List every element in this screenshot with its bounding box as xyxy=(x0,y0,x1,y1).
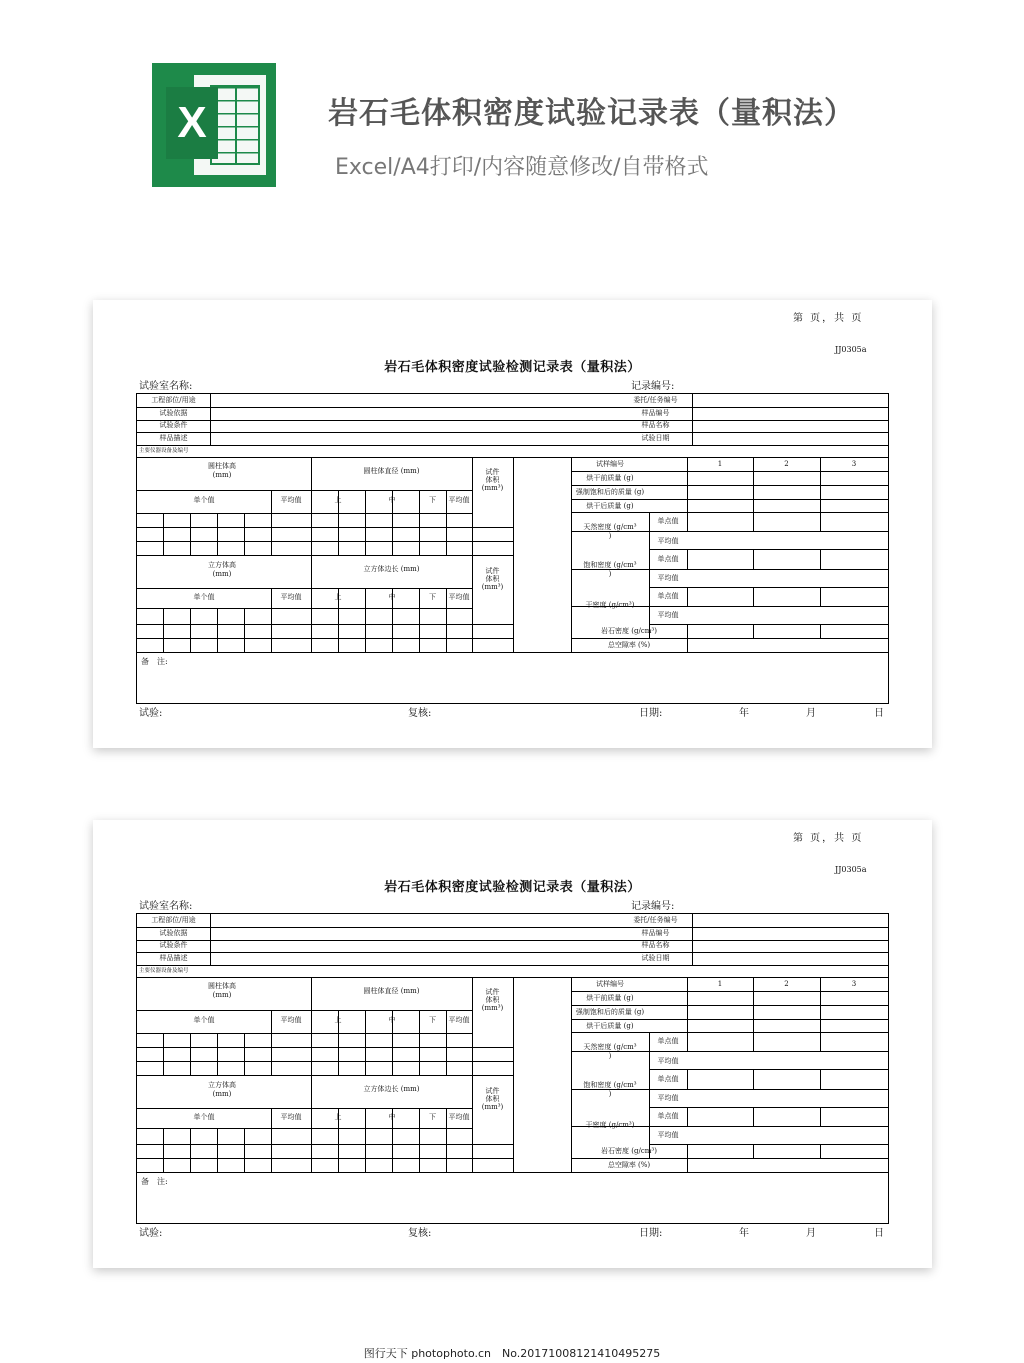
top-label: 上 xyxy=(334,593,342,601)
date-label: 日期: xyxy=(639,1228,663,1239)
grid-line xyxy=(137,652,888,653)
info-label-right: 委托/任务编号 xyxy=(633,396,678,404)
equipment-label: 主要仪器设备及编号 xyxy=(139,968,189,974)
top-label: 上 xyxy=(334,496,342,504)
grid-line xyxy=(392,1128,393,1172)
specimen-volume-label: 试件 xyxy=(485,1087,500,1095)
specimen-volume-unit: (mm³) xyxy=(481,583,504,591)
grid-line xyxy=(687,549,688,569)
cube-side-label: 立方体边长 (mm) xyxy=(363,565,420,573)
page-info: 第 页，共 页 xyxy=(793,313,864,324)
point-value-label: 单点值 xyxy=(657,1112,679,1120)
grid-line xyxy=(244,1128,245,1172)
sample-no-label: 试样编号 xyxy=(596,980,624,988)
excel-icon: X xyxy=(166,87,218,159)
average-label: 平均值 xyxy=(657,1057,679,1065)
grid-line xyxy=(571,485,888,486)
info-label-right: 样品编号 xyxy=(641,408,670,417)
form-title: 岩石毛体积密度试验检测记录表（量积法） xyxy=(384,880,641,895)
average-label: 平均值 xyxy=(280,1016,302,1024)
grid-line xyxy=(820,1069,821,1089)
reviewer-label: 复核: xyxy=(408,1228,432,1239)
watermark: 图行天下 photophoto.cn No.20171008121410495275 xyxy=(363,1347,661,1360)
month-label: 月 xyxy=(806,1228,816,1239)
grid-line xyxy=(649,587,888,588)
bottom-label: 下 xyxy=(429,496,436,504)
dry-after-label: 烘干后质量 (g) xyxy=(586,502,634,510)
cube-side-label: 立方体边长 (mm) xyxy=(363,1085,420,1093)
remarks-label: 备 注: xyxy=(141,657,168,666)
page-subtitle: Excel/A4打印/内容随意修改/自带格式 xyxy=(335,155,709,180)
point-value-label: 单点值 xyxy=(657,1075,679,1083)
grid-line xyxy=(271,1033,272,1075)
grid-line xyxy=(137,588,472,589)
grid-line xyxy=(137,638,513,639)
date-label: 日期: xyxy=(639,708,663,719)
grid-line xyxy=(692,914,693,965)
point-value-label: 单点值 xyxy=(657,517,679,525)
paren-label: ) xyxy=(608,1052,612,1060)
grid-line xyxy=(163,1128,164,1172)
point-value-label: 单点值 xyxy=(657,555,679,563)
grid-line xyxy=(446,608,447,652)
grid-line xyxy=(571,1005,888,1006)
grid-line xyxy=(571,1032,888,1033)
middle-label: 中 xyxy=(388,1113,396,1121)
grid-line xyxy=(753,1107,754,1126)
grid-line xyxy=(137,420,888,421)
dry-before-label: 烘干前质量 (g) xyxy=(586,994,634,1002)
grid-line xyxy=(137,1033,472,1034)
info-label-right: 委托/任务编号 xyxy=(633,916,678,924)
specimen-volume-unit: (mm³) xyxy=(481,1103,504,1111)
grid-line xyxy=(190,1128,191,1172)
grid-line xyxy=(137,445,888,446)
record-no-label: 记录编号: xyxy=(631,901,675,912)
grid-line xyxy=(392,608,393,652)
average-label: 平均值 xyxy=(657,1131,679,1139)
grid-line xyxy=(753,1144,754,1158)
average-label: 平均值 xyxy=(448,1016,470,1024)
average-label: 平均值 xyxy=(448,1113,470,1121)
dry-density-label: 干密度 (g/cm³) xyxy=(585,601,635,609)
grid-line xyxy=(244,513,245,555)
col-label-3: 3 xyxy=(851,980,857,988)
cylinder-diameter-label: 圆柱体直径 (mm) xyxy=(363,987,420,995)
grid-line xyxy=(687,587,688,606)
grid-line xyxy=(137,1158,513,1159)
grid-line xyxy=(217,1128,218,1172)
info-label-left: 样品描述 xyxy=(159,954,188,963)
middle-label: 中 xyxy=(388,593,396,601)
specimen-volume-unit: (mm³) xyxy=(481,1004,504,1012)
grid-line xyxy=(753,624,754,638)
excel-logo xyxy=(152,63,276,187)
page-info: 第 页，共 页 xyxy=(793,833,864,844)
single-value-label: 单个值 xyxy=(193,1016,215,1024)
specimen-volume-label: 试件 xyxy=(485,567,500,575)
grid-line xyxy=(571,512,888,513)
grid-line xyxy=(753,1069,754,1089)
grid-line xyxy=(513,977,514,1172)
grid-line xyxy=(137,965,888,966)
grid-line xyxy=(271,513,272,555)
grid-line xyxy=(571,471,888,472)
average-label: 平均值 xyxy=(280,1113,302,1121)
grid-line xyxy=(244,608,245,652)
grid-line xyxy=(137,490,472,491)
bottom-label: 下 xyxy=(429,593,436,601)
average-label: 平均值 xyxy=(448,496,470,504)
lab-name-label: 试验室名称: xyxy=(139,381,193,392)
grid-line xyxy=(571,499,888,500)
page-title: 岩石毛体积密度试验记录表（量积法） xyxy=(328,96,855,131)
grid-line xyxy=(571,638,888,639)
specimen-volume-label: 试件 xyxy=(485,468,500,476)
info-label-left: 试验依据 xyxy=(159,408,188,417)
grid-line xyxy=(571,1019,888,1020)
info-label-right: 试验日期 xyxy=(641,434,670,443)
grid-line xyxy=(649,1144,888,1145)
grid-line xyxy=(820,549,821,569)
grid-line xyxy=(137,513,472,514)
info-label-left: 工程部位/用途 xyxy=(151,916,196,924)
paren-label: ) xyxy=(608,570,612,578)
sheet-preview-1 xyxy=(93,300,932,748)
grid-line xyxy=(571,1158,888,1159)
grid-line xyxy=(137,527,513,528)
grid-line xyxy=(687,1069,688,1089)
grid-line xyxy=(137,1172,888,1173)
specimen-volume-label: 体积 xyxy=(485,1095,500,1103)
grid-line xyxy=(820,1107,821,1126)
rock-density-label: 岩石密度 (g/cm³) xyxy=(601,627,657,635)
average-label: 平均值 xyxy=(657,1094,679,1102)
tester-label: 试验: xyxy=(139,1228,163,1239)
grid-line xyxy=(137,1010,472,1011)
unit-mm: (mm) xyxy=(212,991,232,999)
grid-line xyxy=(338,608,339,652)
info-label-right: 样品名称 xyxy=(641,941,670,950)
grid-line xyxy=(137,624,513,625)
grid-line xyxy=(753,587,754,606)
grid-line xyxy=(687,1107,688,1126)
grid-line xyxy=(217,1033,218,1075)
grid-line xyxy=(649,1069,888,1070)
dry-after-label: 烘干后质量 (g) xyxy=(586,1022,634,1030)
cube-height-label: 立方体高 xyxy=(208,1081,236,1089)
grid-line xyxy=(137,608,472,609)
info-label-right: 试验日期 xyxy=(641,954,670,963)
grid-line xyxy=(137,555,513,556)
grid-line xyxy=(687,1144,688,1172)
col-label-2: 2 xyxy=(784,460,789,468)
grid-line xyxy=(365,608,366,652)
grid-line xyxy=(137,1075,513,1076)
single-value-label: 单个值 xyxy=(193,1113,215,1121)
sheet-preview-2 xyxy=(93,820,932,1268)
bottom-label: 下 xyxy=(429,1016,436,1024)
dry-density-label: 干密度 (g/cm³) xyxy=(585,1121,635,1129)
specimen-volume-unit: (mm³) xyxy=(481,484,504,492)
year-label: 年 xyxy=(739,708,749,719)
info-label-left: 样品描述 xyxy=(159,434,188,443)
grid-line xyxy=(137,1047,513,1048)
grid-line xyxy=(271,1128,272,1172)
sample-no-label: 试样编号 xyxy=(596,460,624,468)
grid-line xyxy=(687,624,688,652)
year-label: 年 xyxy=(739,1228,749,1239)
form-code: JJ0305a xyxy=(835,865,867,874)
grid-line xyxy=(190,608,191,652)
day-label: 日 xyxy=(874,1228,884,1239)
record-no-label: 记录编号: xyxy=(631,381,675,392)
saturated-density-label: 饱和密度 (g/cm³ xyxy=(583,561,637,569)
rock-density-label: 岩石密度 (g/cm³) xyxy=(601,1147,657,1155)
grid-line xyxy=(271,608,272,652)
grid-line xyxy=(163,1033,164,1075)
equipment-label: 主要仪器设备及编号 xyxy=(139,448,189,454)
grid-line xyxy=(190,513,191,555)
grid-line xyxy=(649,624,888,625)
grid-line xyxy=(365,1033,366,1075)
info-label-right: 样品编号 xyxy=(641,928,670,937)
grid-line xyxy=(137,1128,472,1129)
specimen-volume-label: 体积 xyxy=(485,996,500,1004)
bottom-label: 下 xyxy=(429,1113,436,1121)
unit-mm: (mm) xyxy=(212,471,232,479)
info-label-left: 试验条件 xyxy=(159,941,188,950)
form-title: 岩石毛体积密度试验检测记录表（量积法） xyxy=(384,360,641,375)
grid-line xyxy=(571,457,572,652)
grid-line xyxy=(137,940,888,941)
middle-label: 中 xyxy=(388,1016,396,1024)
info-label-left: 工程部位/用途 xyxy=(151,396,196,404)
average-label: 平均值 xyxy=(280,593,302,601)
grid-line xyxy=(692,394,693,445)
grid-line xyxy=(392,1033,393,1075)
natural-density-label: 天然密度 (g/cm³ xyxy=(583,1043,637,1051)
top-label: 上 xyxy=(334,1016,342,1024)
col-label-3: 3 xyxy=(851,460,857,468)
col-label-1: 1 xyxy=(717,460,723,468)
single-value-label: 单个值 xyxy=(193,593,215,601)
natural-density-label: 天然密度 (g/cm³ xyxy=(583,523,637,531)
porosity-label: 总空隙率 (%) xyxy=(607,641,651,649)
average-label: 平均值 xyxy=(280,496,302,504)
reviewer-label: 复核: xyxy=(408,708,432,719)
grid-line xyxy=(446,513,447,555)
grid-line xyxy=(419,608,420,652)
saturated-mass-label: 强制饱和后的质量 (g) xyxy=(575,488,645,496)
grid-line xyxy=(338,513,339,555)
middle-label: 中 xyxy=(388,496,396,504)
grid-line xyxy=(753,549,754,569)
lab-name-label: 试验室名称: xyxy=(139,901,193,912)
grid-line xyxy=(163,513,164,555)
info-label-left: 试验条件 xyxy=(159,421,188,430)
info-label-left: 试验依据 xyxy=(159,928,188,937)
grid-line xyxy=(137,1061,513,1062)
grid-line xyxy=(338,1128,339,1172)
grid-line xyxy=(338,1033,339,1075)
grid-line xyxy=(513,457,514,652)
day-label: 日 xyxy=(874,708,884,719)
grid-line xyxy=(419,1033,420,1075)
grid-line xyxy=(571,991,888,992)
average-label: 平均值 xyxy=(657,574,679,582)
col-label-1: 1 xyxy=(717,980,723,988)
saturated-density-label: 饱和密度 (g/cm³ xyxy=(583,1081,637,1089)
grid-line xyxy=(210,914,211,965)
grid-line xyxy=(571,977,572,1172)
tester-label: 试验: xyxy=(139,708,163,719)
average-label: 平均值 xyxy=(448,593,470,601)
average-label: 平均值 xyxy=(657,537,679,545)
grid-line xyxy=(137,952,888,953)
saturated-mass-label: 强制饱和后的质量 (g) xyxy=(575,1008,645,1016)
cube-height-label: 立方体高 xyxy=(208,561,236,569)
grid-line xyxy=(163,608,164,652)
grid-line xyxy=(217,608,218,652)
specimen-volume-label: 体积 xyxy=(485,476,500,484)
cylinder-height-label: 圆柱体高 xyxy=(208,982,236,990)
top-label: 上 xyxy=(334,1113,342,1121)
average-label: 平均值 xyxy=(657,611,679,619)
point-value-label: 单点值 xyxy=(657,1037,679,1045)
grid-line xyxy=(137,407,888,408)
specimen-volume-label: 体积 xyxy=(485,575,500,583)
dry-before-label: 烘干前质量 (g) xyxy=(586,474,634,482)
record-form xyxy=(136,913,889,1224)
grid-line xyxy=(419,513,420,555)
info-label-right: 样品名称 xyxy=(641,421,670,430)
remarks-label: 备 注: xyxy=(141,1177,168,1186)
grid-line xyxy=(820,624,821,638)
grid-line xyxy=(137,927,888,928)
form-code: JJ0305a xyxy=(835,345,867,354)
col-label-2: 2 xyxy=(784,980,789,988)
specimen-volume-label: 试件 xyxy=(485,988,500,996)
month-label: 月 xyxy=(806,708,816,719)
record-form xyxy=(136,393,889,704)
grid-line xyxy=(392,513,393,555)
paren-label: ) xyxy=(608,1090,612,1098)
single-value-label: 单个值 xyxy=(193,496,215,504)
grid-line xyxy=(419,1128,420,1172)
unit-mm: (mm) xyxy=(212,570,232,578)
grid-line xyxy=(190,1033,191,1075)
grid-line xyxy=(820,587,821,606)
grid-line xyxy=(137,432,888,433)
cylinder-diameter-label: 圆柱体直径 (mm) xyxy=(363,467,420,475)
grid-line xyxy=(446,1033,447,1075)
grid-line xyxy=(244,1033,245,1075)
grid-line xyxy=(365,1128,366,1172)
grid-line xyxy=(649,549,888,550)
grid-line xyxy=(649,1107,888,1108)
paren-label: ) xyxy=(608,532,612,540)
porosity-label: 总空隙率 (%) xyxy=(607,1161,651,1169)
grid-line xyxy=(210,394,211,445)
grid-line xyxy=(446,1128,447,1172)
grid-line xyxy=(217,513,218,555)
cylinder-height-label: 圆柱体高 xyxy=(208,462,236,470)
grid-line xyxy=(137,1108,472,1109)
grid-line xyxy=(137,541,513,542)
grid-line xyxy=(365,513,366,555)
unit-mm: (mm) xyxy=(212,1090,232,1098)
point-value-label: 单点值 xyxy=(657,592,679,600)
grid-line xyxy=(137,1144,513,1145)
grid-line xyxy=(820,1144,821,1158)
